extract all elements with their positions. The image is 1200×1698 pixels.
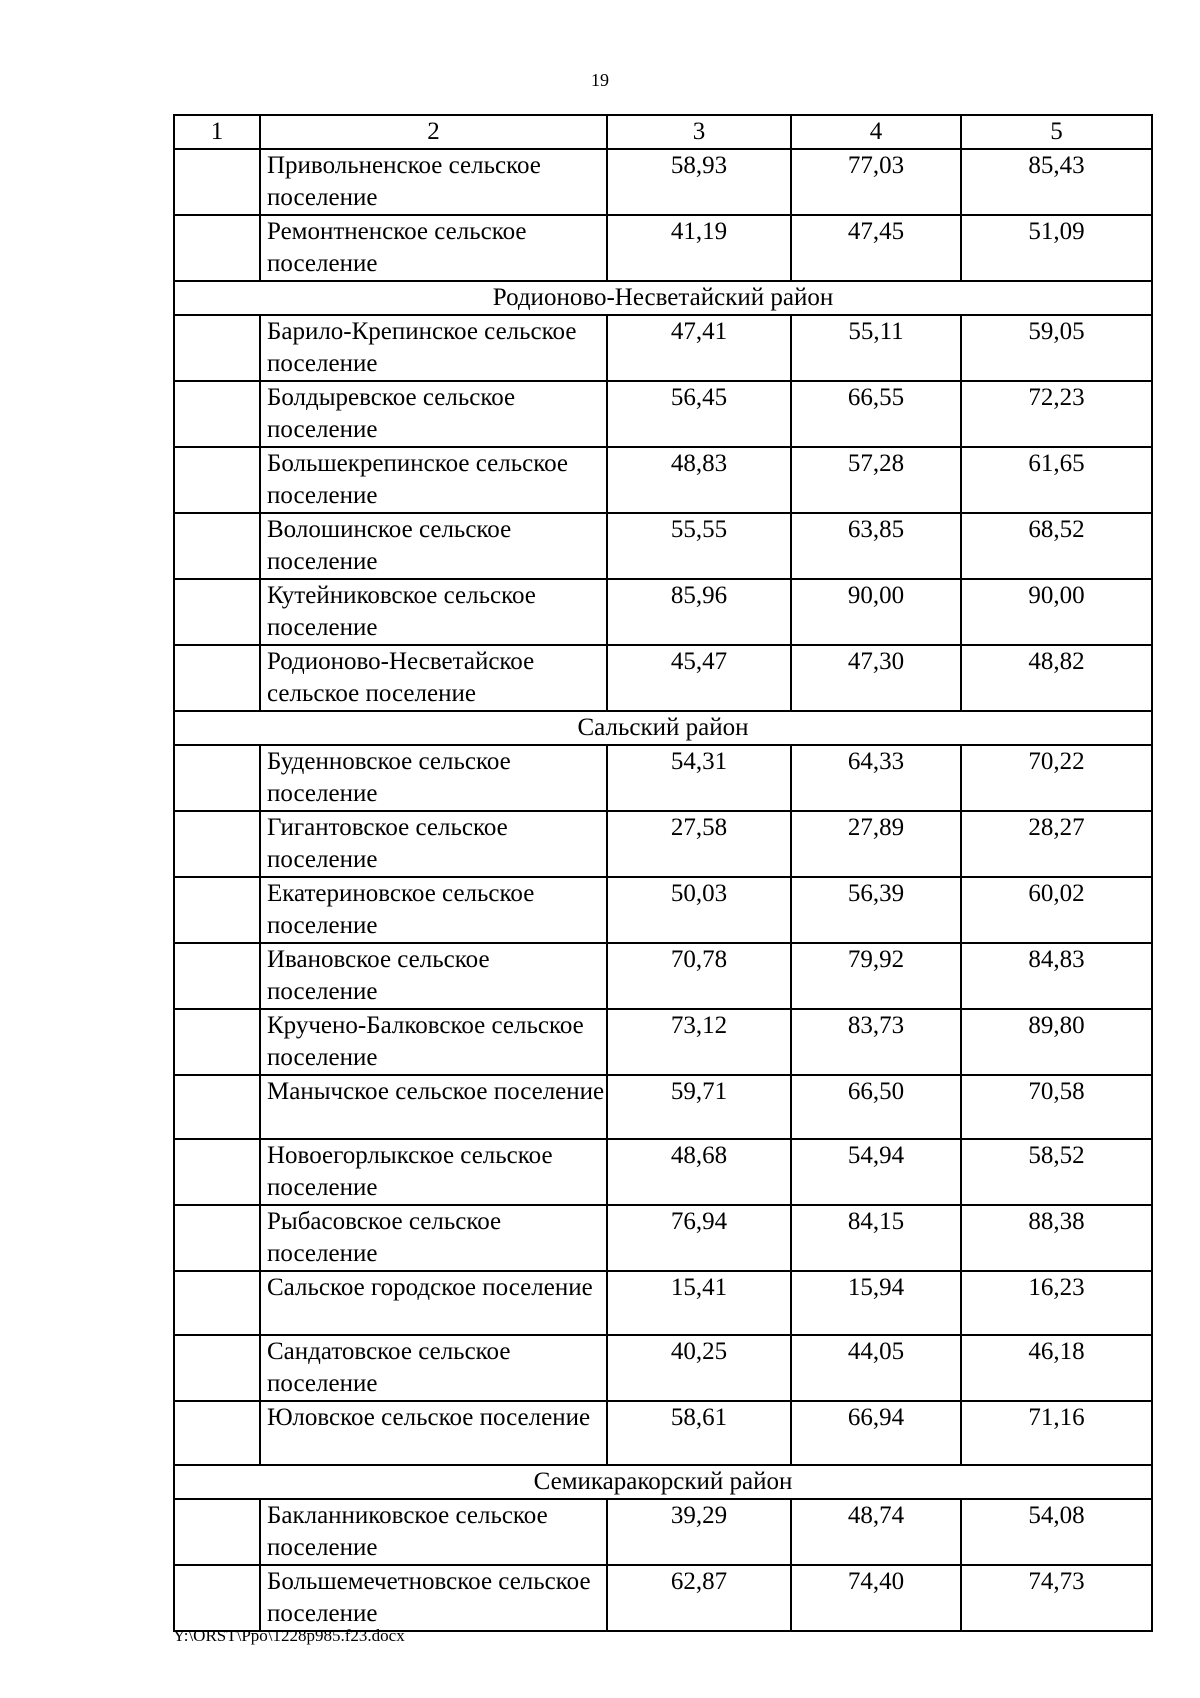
settlement-name-cell: Волошинское сельское поселение: [260, 513, 607, 579]
table-row: [174, 1401, 1152, 1465]
district-header-row: [174, 711, 1152, 745]
row-number-cell: [174, 1499, 260, 1565]
value-col5-cell: 84,83: [961, 943, 1152, 1009]
value-col4-cell: 48,74: [791, 1499, 961, 1565]
row-number-cell: [174, 447, 260, 513]
value-col4-cell: 66,50: [791, 1075, 961, 1139]
row-number-cell: [174, 1401, 260, 1465]
settlement-name-cell: Манычское сельское поселение: [260, 1075, 607, 1139]
value-col5-cell: 89,80: [961, 1009, 1152, 1075]
row-number-cell: [174, 1075, 260, 1139]
table-row: [174, 1205, 1152, 1271]
settlement-name-cell: Болдыревское сельское поселение: [260, 381, 607, 447]
row-number-cell: [174, 1009, 260, 1075]
value-col4-cell: 47,45: [791, 215, 961, 281]
value-col3-cell: 70,78: [607, 943, 791, 1009]
value-col5-cell: 85,43: [961, 149, 1152, 215]
value-col3-cell: 76,94: [607, 1205, 791, 1271]
district-name: Семикаракорский район: [174, 1465, 1152, 1499]
column-header-1: 1: [174, 115, 260, 149]
column-header-2: 2: [260, 115, 607, 149]
row-number-cell: [174, 1271, 260, 1335]
table-row: [174, 1335, 1152, 1401]
value-col5-cell: 74,73: [961, 1565, 1152, 1631]
value-col4-cell: 84,15: [791, 1205, 961, 1271]
row-number-cell: [174, 579, 260, 645]
row-number-cell: [174, 811, 260, 877]
value-col4-cell: 79,92: [791, 943, 961, 1009]
value-col4-cell: 64,33: [791, 745, 961, 811]
value-col3-cell: 62,87: [607, 1565, 791, 1631]
row-number-cell: [174, 645, 260, 711]
district-name: Родионово-Несветайский район: [174, 281, 1152, 315]
table-row: [174, 381, 1152, 447]
value-col4-cell: 77,03: [791, 149, 961, 215]
table-row: [174, 811, 1152, 877]
district-header-row: [174, 281, 1152, 315]
row-number-cell: [174, 877, 260, 943]
value-col4-cell: 54,94: [791, 1139, 961, 1205]
row-number-cell: [174, 1565, 260, 1631]
row-number-cell: [174, 215, 260, 281]
row-number-cell: [174, 513, 260, 579]
value-col3-cell: 48,68: [607, 1139, 791, 1205]
value-col4-cell: 63,85: [791, 513, 961, 579]
value-col3-cell: 40,25: [607, 1335, 791, 1401]
column-header-5: 5: [961, 115, 1152, 149]
row-number-cell: [174, 943, 260, 1009]
settlement-name-cell: Новоегорлыкское сельское поселение: [260, 1139, 607, 1205]
value-col5-cell: 58,52: [961, 1139, 1152, 1205]
value-col4-cell: 90,00: [791, 579, 961, 645]
data-table: [173, 114, 1153, 1632]
table-row: [174, 1075, 1152, 1139]
table-row: [174, 315, 1152, 381]
settlement-name-cell: Рыбасовское сельское поселение: [260, 1205, 607, 1271]
column-header-3: 3: [607, 115, 791, 149]
row-number-cell: [174, 745, 260, 811]
value-col4-cell: 47,30: [791, 645, 961, 711]
table-header-row: [174, 115, 1152, 149]
row-number-cell: [174, 1205, 260, 1271]
table-row: [174, 215, 1152, 281]
value-col3-cell: 59,71: [607, 1075, 791, 1139]
table-row: [174, 645, 1152, 711]
settlement-name-cell: Гигантовское сельское поселение: [260, 811, 607, 877]
table-row: [174, 149, 1152, 215]
settlement-name-cell: Бакланниковское сельское поселение: [260, 1499, 607, 1565]
settlement-name-cell: Большемечетновское сельское поселение: [260, 1565, 607, 1631]
value-col3-cell: 15,41: [607, 1271, 791, 1335]
value-col3-cell: 27,58: [607, 811, 791, 877]
row-number-cell: [174, 381, 260, 447]
table-row: [174, 579, 1152, 645]
value-col4-cell: 83,73: [791, 1009, 961, 1075]
value-col4-cell: 74,40: [791, 1565, 961, 1631]
value-col3-cell: 58,93: [607, 149, 791, 215]
file-path-footer: Y:\ORST\Ppo\1228p985.f23.docx: [173, 1626, 405, 1645]
value-col5-cell: 51,09: [961, 215, 1152, 281]
value-col4-cell: 56,39: [791, 877, 961, 943]
settlement-name-cell: Ремонтненское сельское поселение: [260, 215, 607, 281]
row-number-cell: [174, 1335, 260, 1401]
value-col3-cell: 39,29: [607, 1499, 791, 1565]
value-col3-cell: 58,61: [607, 1401, 791, 1465]
value-col3-cell: 54,31: [607, 745, 791, 811]
row-number-cell: [174, 149, 260, 215]
district-name: Сальский район: [174, 711, 1152, 745]
settlement-name-cell: Кручено-Балковское сельское поселение: [260, 1009, 607, 1075]
table-row: [174, 943, 1152, 1009]
value-col5-cell: 60,02: [961, 877, 1152, 943]
settlement-name-cell: Екатериновское сельское поселение: [260, 877, 607, 943]
value-col3-cell: 45,47: [607, 645, 791, 711]
table-row: [174, 1139, 1152, 1205]
value-col3-cell: 47,41: [607, 315, 791, 381]
value-col4-cell: 55,11: [791, 315, 961, 381]
value-col3-cell: 56,45: [607, 381, 791, 447]
value-col3-cell: 48,83: [607, 447, 791, 513]
settlement-name-cell: Буденновское сельское поселение: [260, 745, 607, 811]
value-col5-cell: 48,82: [961, 645, 1152, 711]
value-col4-cell: 15,94: [791, 1271, 961, 1335]
value-col3-cell: 55,55: [607, 513, 791, 579]
settlement-name-cell: Кутейниковское сельское поселение: [260, 579, 607, 645]
table-row: [174, 1499, 1152, 1565]
value-col3-cell: 41,19: [607, 215, 791, 281]
value-col5-cell: 70,58: [961, 1075, 1152, 1139]
value-col3-cell: 50,03: [607, 877, 791, 943]
value-col5-cell: 59,05: [961, 315, 1152, 381]
table-row: [174, 1565, 1152, 1631]
value-col5-cell: 68,52: [961, 513, 1152, 579]
table-row: [174, 447, 1152, 513]
row-number-cell: [174, 1139, 260, 1205]
value-col5-cell: 54,08: [961, 1499, 1152, 1565]
value-col5-cell: 28,27: [961, 811, 1152, 877]
table-row: [174, 745, 1152, 811]
value-col4-cell: 44,05: [791, 1335, 961, 1401]
value-col4-cell: 27,89: [791, 811, 961, 877]
value-col5-cell: 46,18: [961, 1335, 1152, 1401]
value-col5-cell: 16,23: [961, 1271, 1152, 1335]
table-row: [174, 1009, 1152, 1075]
value-col4-cell: 66,55: [791, 381, 961, 447]
settlement-name-cell: Сальское городское поселение: [260, 1271, 607, 1335]
value-col5-cell: 70,22: [961, 745, 1152, 811]
table-row: [174, 513, 1152, 579]
value-col5-cell: 90,00: [961, 579, 1152, 645]
value-col3-cell: 73,12: [607, 1009, 791, 1075]
settlement-name-cell: Родионово-Несветайское сельское поселение: [260, 645, 607, 711]
settlement-name-cell: Ивановское сельское поселение: [260, 943, 607, 1009]
table-row: [174, 877, 1152, 943]
settlement-name-cell: Большекрепинское сельское поселение: [260, 447, 607, 513]
table-row: [174, 1271, 1152, 1335]
value-col5-cell: 71,16: [961, 1401, 1152, 1465]
value-col4-cell: 66,94: [791, 1401, 961, 1465]
value-col5-cell: 61,65: [961, 447, 1152, 513]
value-col4-cell: 57,28: [791, 447, 961, 513]
settlement-name-cell: Привольненское сельское поселение: [260, 149, 607, 215]
settlement-name-cell: Барило-Крепинское сельское поселение: [260, 315, 607, 381]
value-col3-cell: 85,96: [607, 579, 791, 645]
value-col5-cell: 72,23: [961, 381, 1152, 447]
table-body: [174, 115, 1152, 1631]
row-number-cell: [174, 315, 260, 381]
value-col5-cell: 88,38: [961, 1205, 1152, 1271]
settlement-name-cell: Сандатовское сельское поселение: [260, 1335, 607, 1401]
column-header-4: 4: [791, 115, 961, 149]
page-number: 19: [591, 70, 609, 90]
district-header-row: [174, 1465, 1152, 1499]
settlement-name-cell: Юловское сельское поселение: [260, 1401, 607, 1465]
